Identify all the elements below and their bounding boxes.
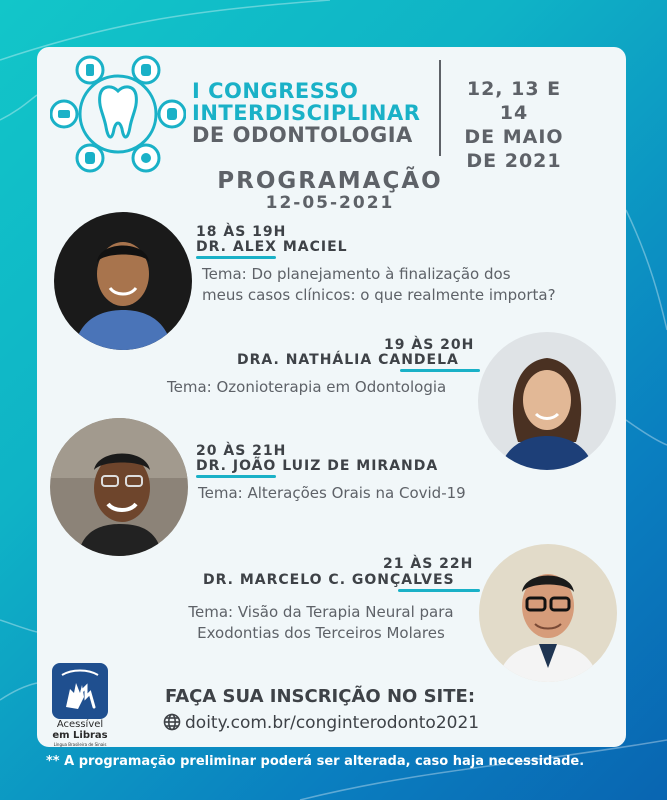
speaker-1-name: DR. ALEX MACIEL	[196, 239, 348, 255]
speaker-photo-alex-maciel	[54, 212, 192, 350]
speaker-1-topic-line-2: meus casos clínicos: o que realmente importa?	[202, 286, 556, 304]
speaker-4-topic-line-2: Exodontias dos Terceiros Molares	[197, 624, 445, 642]
speaker-4-time: 21 ÀS 22H	[383, 556, 474, 572]
registration-cta: FAÇA SUA INSCRIÇÃO NO SITE:	[164, 686, 476, 707]
dates-line-1: 12, 13 E 14	[466, 78, 562, 124]
speaker-3-time: 20 ÀS 21H	[196, 443, 287, 459]
congress-title	[192, 80, 432, 146]
header-divider	[439, 60, 441, 156]
speaker-1-time: 18 ÀS 19H	[196, 224, 287, 240]
title-line-2: INTERDISCIPLINAR	[192, 101, 421, 125]
libras-icon-box	[52, 663, 108, 719]
program-date: 12-05-2021	[265, 193, 395, 213]
registration-site[interactable]	[163, 713, 483, 733]
speaker-3-underline	[196, 475, 276, 478]
speaker-1-topic-line-1: Tema: Do planejamento à finalização dos	[202, 265, 511, 283]
congress-dates	[449, 77, 579, 173]
dates-line-3: DE 2021	[466, 150, 562, 172]
speaker-4-name: DR. MARCELO C. GONÇALVES	[203, 572, 455, 588]
speaker-3-topic	[198, 483, 466, 504]
speaker-4-topic	[180, 602, 462, 644]
program-title: PROGRAMAÇÃO	[217, 168, 443, 194]
speaker-4-topic-line-1: Tema: Visão da Terapia Neural para	[188, 603, 454, 621]
libras-text-3: Língua Brasileira de Sinais	[53, 742, 107, 747]
speaker-3-name: DR. JOÃO LUIZ DE MIRANDA	[196, 458, 439, 474]
speaker-2-time: 19 ÀS 20H	[384, 337, 475, 353]
speaker-1-underline	[196, 256, 276, 259]
site-url[interactable]: doity.com.br/conginterodonto2021	[185, 713, 480, 733]
speaker-2-topic-line-1: Tema: Ozonioterapia em Odontologia	[167, 378, 447, 396]
globe-icon	[163, 713, 181, 731]
speaker-photo-nathalia-candela	[478, 332, 616, 470]
speaker-2-name: DRA. NATHÁLIA CANDELA	[237, 352, 459, 368]
speaker-2-underline	[400, 369, 480, 372]
speaker-photo-joao-luiz-de-miranda	[50, 418, 188, 556]
title-line-1: I CONGRESSO	[192, 79, 359, 103]
libras-text-2: em Libras	[52, 730, 108, 741]
congress-logo	[50, 55, 186, 173]
speaker-4-underline	[398, 589, 480, 592]
speaker-3-topic-line-1: Tema: Alterações Orais na Covid-19	[198, 484, 466, 502]
speaker-2-topic	[167, 377, 446, 398]
disclaimer-note: ** A programação preliminar poderá ser alterada, caso haja necessidade.	[46, 754, 585, 769]
libras-text-1: Acessível	[56, 719, 104, 730]
title-line-3: DE ODONTOLOGIA	[192, 123, 413, 147]
speaker-photo-marcelo-c-goncalves	[479, 544, 617, 682]
speaker-1-topic	[202, 264, 556, 306]
dates-line-2: DE MAIO	[464, 126, 564, 148]
hands-sign-language-icon	[52, 663, 108, 719]
libras-badge	[49, 660, 111, 748]
